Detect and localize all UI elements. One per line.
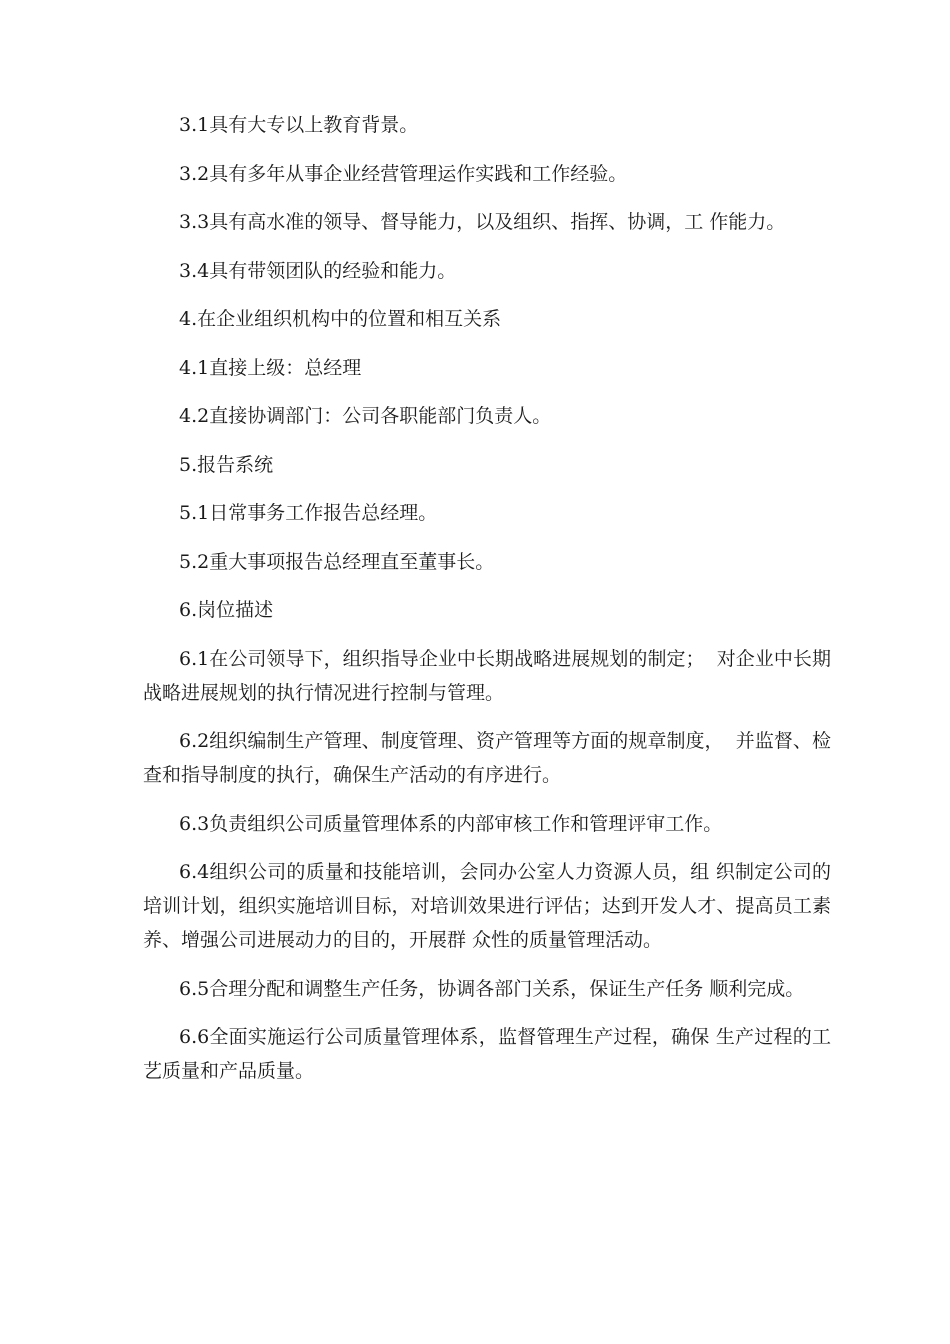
paragraph-6-4: 6.4组织公司的质量和技能培训，会同办公室人力资源人员，组 织制定公司的培训计划，组织实施培训目标，对培训效果进行评估；达到开发人才、提高员工素养、增强公司进展动力的目的，开展群 众性的质量管理活动。 [143, 861, 831, 951]
paragraph-5-1: 5.1日常事务工作报告总经理。 [179, 502, 438, 524]
paragraph-6-5: 6.5合理分配和调整生产任务，协调各部门关系，保证生产任务 顺利完成。 [179, 977, 805, 1000]
paragraph-3-4: 3.4具有带领团队的经验和能力。 [179, 259, 457, 282]
paragraph-4-2: 4.2直接协调部门：公司各职能部门负责人。 [179, 405, 552, 427]
paragraph-6-6: 6.6全面实施运行公司质量管理体系，监督管理生产过程，确保 生产过程的工艺质量和产品质量。 [143, 1026, 831, 1082]
section-heading-4: 4.在企业组织机构中的位置和相互关系 [179, 308, 502, 330]
paragraph-6-1: 6.1在公司领导下，组织指导企业中长期战略进展规划的制定； 对企业中长期战略进展规划的执行情况进行控制与管理。 [143, 647, 831, 704]
section-heading-5: 5.报告系统 [179, 453, 274, 476]
paragraph-3-3: 3.3具有高水准的领导、督导能力，以及组织、指挥、协调，工 作能力。 [179, 211, 786, 233]
paragraph-3-1: 3.1具有大专以上教育背景。 [179, 114, 419, 136]
document-body [143, 108, 831, 1103]
paragraph-5-2: 5.2重大事项报告总经理直至董事长。 [179, 550, 495, 573]
paragraph-3-2: 3.2具有多年从事企业经营管理运作实践和工作经验。 [179, 162, 628, 185]
paragraph-6-2: 6.2组织编制生产管理、制度管理、资产管理等方面的规章制度， 并监督、检查和指导制度的执行，确保生产活动的有序进行。 [143, 730, 831, 786]
paragraph-4-1: 4.1直接上级：总经理 [179, 356, 362, 379]
section-heading-6: 6.岗位描述 [179, 599, 274, 621]
paragraph-6-3: 6.3负责组织公司质量管理体系的内部审核工作和管理评审工作。 [179, 812, 723, 835]
